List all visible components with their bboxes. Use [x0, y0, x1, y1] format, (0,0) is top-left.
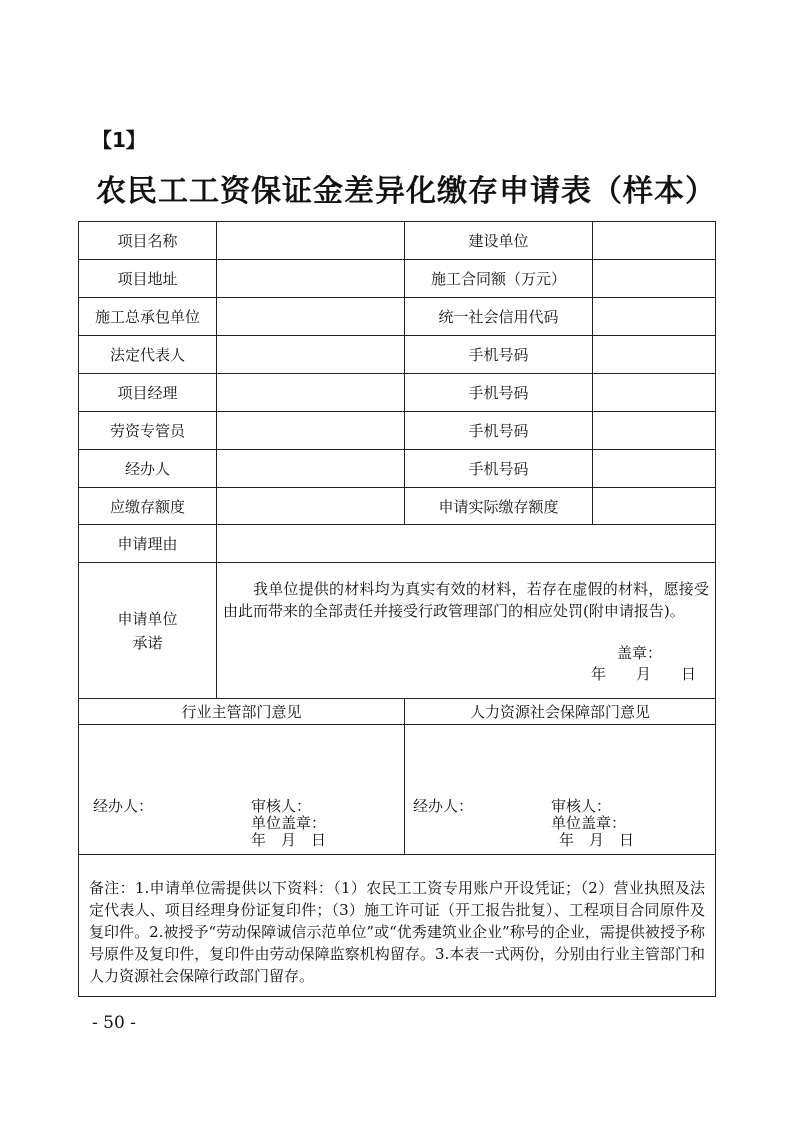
page-number: - 50 -	[92, 1013, 136, 1033]
label-credit-code: 统一社会信用代码	[438, 308, 559, 326]
commit-date: 年 月 日	[591, 665, 697, 683]
field-phone-handler[interactable]	[593, 450, 715, 487]
hr-reviewer: 审核人：	[551, 797, 612, 815]
label-phone-handler: 手机号码	[468, 460, 529, 478]
field-phone-labor-officer[interactable]	[593, 412, 715, 449]
label-project-name: 项目名称	[117, 232, 178, 250]
label-actual-deposit: 申请实际缴存额度	[438, 497, 559, 516]
field-construction-unit[interactable]	[593, 222, 715, 259]
field-required-deposit[interactable]	[217, 488, 404, 524]
field-legal-rep[interactable]	[217, 336, 404, 373]
field-reason[interactable]	[217, 525, 715, 562]
label-commit	[79, 563, 216, 698]
hr-opinion-title: 人力资源社会保障部门意见	[469, 703, 650, 721]
label-general-contractor: 施工总承包单位	[94, 308, 200, 326]
application-form	[78, 221, 716, 997]
form-number: 【1】	[92, 128, 146, 152]
label-commit-line2: 承诺	[132, 633, 163, 652]
label-handler: 经办人	[124, 460, 170, 478]
field-project-name[interactable]	[217, 222, 404, 259]
label-phone-manager: 手机号码	[468, 384, 529, 402]
field-handler[interactable]	[217, 450, 404, 487]
commit-seal: 盖章：	[617, 644, 663, 662]
remark-text: 备注：1.申请单位需提供以下资料：（1）农民工工资专用账户开设凭证；（2）营业执照及法定代表人、项目经理身份证复印件；（3）施工许可证（开工报告批复）、工程项目合同原件及复印件。2.被授予“劳动保障诚信示范单位”或“优秀建筑业企业”称号的企业，需提供被授予称号原件及复印件，复印件由劳动保障监察机构留存。3.本表一式两份，分别由行业主管部门和人力资源社会保障行政部门留存。	[89, 879, 705, 985]
label-legal-rep: 法定代表人	[109, 346, 185, 364]
field-phone-legal-rep[interactable]	[593, 336, 715, 373]
label-phone-legal-rep: 手机号码	[468, 346, 529, 364]
commit-text: 我单位提供的材料均为真实有效的材料，若存在虚假的材料，愿接受由此而带来的全部责任并接受行政管理部门的相应处罚(附申请报告)。	[223, 580, 709, 620]
hr-unit-seal: 单位盖章：	[551, 814, 627, 832]
industry-unit-seal: 单位盖章：	[251, 814, 327, 832]
label-reason: 申请理由	[117, 535, 178, 553]
field-phone-manager[interactable]	[593, 374, 715, 411]
industry-date: 年 月 日	[251, 831, 327, 849]
industry-opinion-title: 行业主管部门意见	[181, 703, 302, 721]
label-project-manager: 项目经理	[117, 384, 178, 402]
field-general-contractor[interactable]	[217, 298, 404, 335]
field-project-address[interactable]	[217, 260, 404, 297]
hr-handler: 经办人：	[413, 797, 474, 815]
field-credit-code[interactable]	[593, 298, 715, 335]
page-title: 农民工工资保证金差异化缴存申请表（样本）	[96, 174, 716, 209]
field-project-manager[interactable]	[217, 374, 404, 411]
industry-reviewer: 审核人：	[251, 797, 312, 815]
label-project-address: 项目地址	[117, 270, 178, 288]
label-construction-unit: 建设单位	[468, 232, 529, 250]
label-phone-labor-officer: 手机号码	[468, 422, 529, 440]
label-required-deposit: 应缴存额度	[109, 497, 185, 516]
field-contract-amount[interactable]	[593, 260, 715, 297]
label-commit-line1: 申请单位	[117, 609, 178, 628]
field-labor-officer[interactable]	[217, 412, 404, 449]
label-contract-amount: 施工合同额（万元）	[430, 270, 566, 288]
label-labor-officer: 劳资专管员	[109, 422, 185, 440]
field-actual-deposit[interactable]	[593, 488, 715, 524]
industry-handler: 经办人：	[93, 797, 154, 815]
hr-date: 年 月 日	[559, 831, 635, 849]
